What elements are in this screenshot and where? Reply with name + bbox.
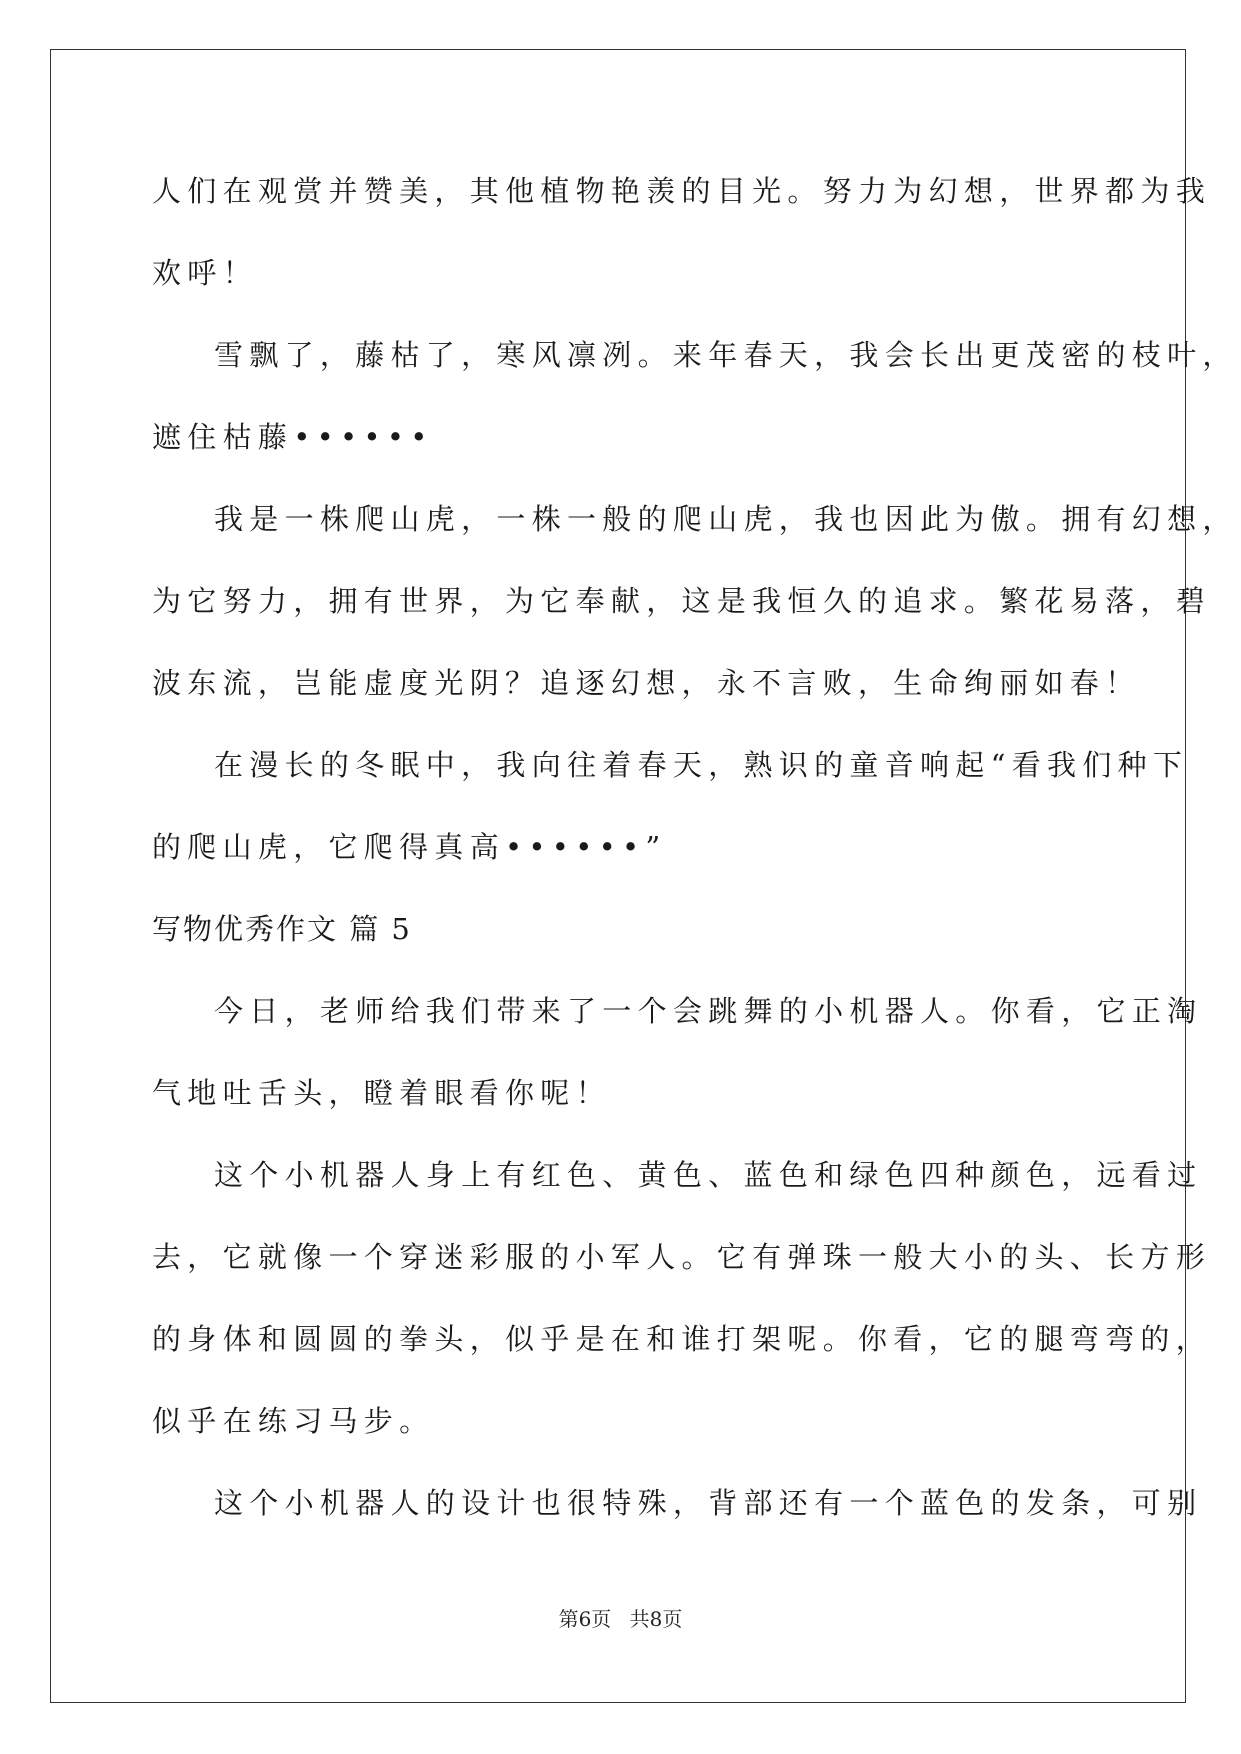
text-line: 今日，老师给我们带来了一个会跳舞的小机器人。你看，它正淘: [214, 994, 1203, 1028]
section-heading: 写物优秀作文 篇 5: [152, 912, 412, 946]
page-number: 第6页: [558, 1607, 612, 1631]
text-line: 这个小机器人身上有红色、黄色、蓝色和绿色四种颜色，远看过: [214, 1158, 1203, 1192]
text-line: 去，它就像一个穿迷彩服的小军人。它有弹珠一般大小的头、长方形: [152, 1240, 1212, 1274]
text-line: 遮住枯藤••••••: [152, 420, 434, 454]
text-line: 人们在观赏并赞美，其他植物艳羡的目光。努力为幻想，世界都为我: [152, 174, 1212, 208]
text-line: 气地吐舌头，瞪着眼看你呢！: [152, 1076, 611, 1110]
text-line: 的爬山虎，它爬得真高••••••”: [152, 830, 667, 864]
text-line: 欢呼！: [152, 256, 258, 290]
text-line: 雪飘了，藤枯了，寒风凛冽。来年春天，我会长出更茂密的枝叶，: [214, 338, 1238, 372]
text-line: 这个小机器人的设计也很特殊，背部还有一个蓝色的发条，可别: [214, 1486, 1203, 1520]
page-total: 共8页: [629, 1607, 683, 1631]
text-line: 我是一株爬山虎，一株一般的爬山虎，我也因此为傲。拥有幻想，: [214, 502, 1238, 536]
text-line: 在漫长的冬眠中，我向往着春天，熟识的童音响起“看我们种下: [214, 748, 1189, 782]
text-line: 的身体和圆圆的拳头，似乎是在和谁打架呢。你看，它的腿弯弯的，: [152, 1322, 1212, 1356]
text-line: 似乎在练习马步。: [152, 1404, 435, 1438]
text-line: 为它努力，拥有世界，为它奉献，这是我恒久的追求。繁花易落，碧: [152, 584, 1212, 618]
document-body: [152, 150, 1238, 1544]
page-footer: [0, 1603, 1241, 1632]
text-line: 波东流，岂能虚度光阴？追逐幻想，永不言败，生命绚丽如春！: [152, 666, 1141, 700]
